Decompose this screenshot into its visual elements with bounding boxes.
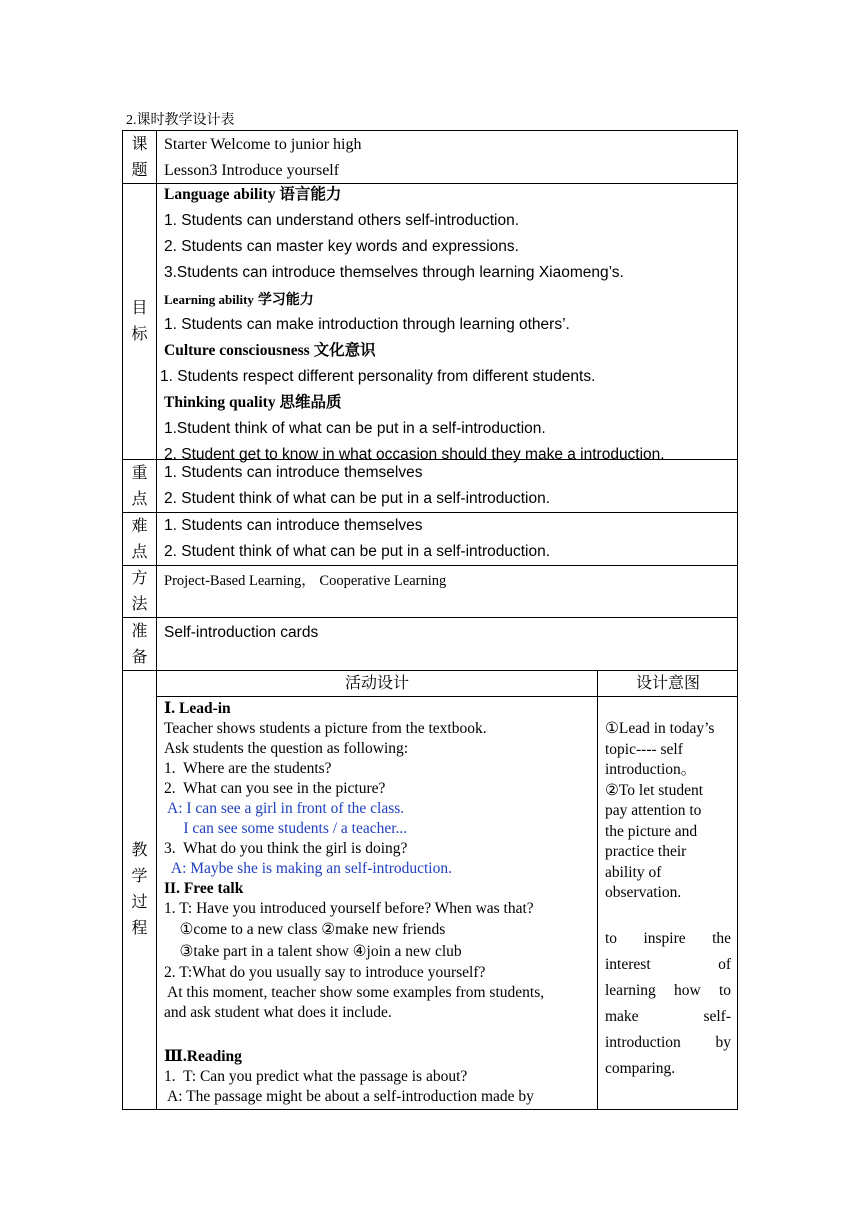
intent-line: the picture and bbox=[605, 822, 698, 840]
objective-item: 2. Student get to know in what occasion should they make a introduction. bbox=[164, 446, 665, 463]
intent-justified-line bbox=[605, 926, 731, 952]
label-char: 方 bbox=[131, 570, 148, 587]
intent-line: introduction。 bbox=[605, 761, 697, 778]
activity-line: Teacher shows students a picture from the textbook. bbox=[164, 720, 487, 737]
label-char: 点 bbox=[131, 544, 148, 561]
word: make bbox=[605, 1008, 639, 1025]
intent-line: topic---- self bbox=[605, 740, 683, 758]
activity-line: 2. What can you see in the picture? bbox=[164, 780, 386, 797]
word: of bbox=[718, 956, 731, 973]
activity-line: 3. What do you think the girl is doing? bbox=[164, 840, 408, 857]
word: introduction bbox=[605, 1034, 681, 1051]
activity-design bbox=[164, 699, 592, 1107]
difficulties-content bbox=[164, 513, 734, 565]
label-char: 课 bbox=[131, 136, 148, 153]
intent-justified-line bbox=[605, 1004, 731, 1030]
label-char: 学 bbox=[131, 868, 148, 885]
activity-line: ①come to a new class ②make new friends bbox=[164, 921, 446, 938]
objective-item: 1. Students can understand others self-introduction. bbox=[164, 212, 519, 229]
label-char: 点 bbox=[131, 491, 148, 508]
answer-line: A: I can see a girl in front of the class. bbox=[164, 800, 405, 817]
methods-content bbox=[164, 568, 734, 594]
intent-line: practice their bbox=[605, 843, 687, 860]
activity-line: and ask student what does it include. bbox=[164, 1004, 392, 1021]
key-points-content bbox=[164, 460, 734, 512]
label-char: 题 bbox=[131, 162, 148, 179]
process-column-divider bbox=[597, 670, 598, 1110]
heading-en: Culture consciousness bbox=[164, 342, 310, 359]
row-divider bbox=[122, 565, 738, 566]
label-char: 难 bbox=[131, 518, 148, 535]
row-label-process bbox=[122, 838, 157, 942]
label-char: 备 bbox=[131, 649, 148, 666]
design-intent bbox=[605, 719, 731, 904]
heading-en: Learning ability bbox=[164, 292, 254, 307]
word: how bbox=[674, 982, 701, 999]
section-heading: Ⅲ.Reading bbox=[164, 1048, 242, 1065]
label-char: 准 bbox=[131, 623, 148, 640]
intent-line: ②To let student bbox=[605, 781, 704, 799]
objective-item: 2. Students can master key words and expressions. bbox=[164, 238, 519, 255]
intent-justified-line bbox=[605, 1030, 731, 1056]
design-intent-justified bbox=[605, 926, 731, 1082]
row-divider bbox=[122, 617, 738, 618]
topic-content bbox=[164, 132, 734, 184]
difficulty-item: 1. Students can introduce themselves bbox=[164, 517, 423, 534]
methods-text: Project-Based Learning， Cooperative Learning bbox=[164, 573, 447, 589]
activity-line: At this moment, teacher show some examples from students, bbox=[164, 984, 545, 1001]
word: inspire bbox=[643, 930, 686, 947]
activity-line: 2. T:What do you usually say to introduce yourself? bbox=[164, 964, 486, 981]
activity-line: 1. T: Have you introduced yourself before? When was that? bbox=[164, 900, 534, 917]
column-header-intent: 设计意图 bbox=[635, 675, 700, 692]
activity-line: Ask students the question as following: bbox=[164, 740, 409, 757]
intent-line: ①Lead in today’s bbox=[605, 720, 715, 737]
row-divider bbox=[122, 670, 738, 671]
answer-line: I can see some students / a teacher... bbox=[164, 820, 408, 837]
column-header-activity: 活动设计 bbox=[344, 675, 409, 692]
answer-line: A: Maybe she is making an self-introduction. bbox=[164, 860, 452, 877]
objective-item: 1. Students respect different personality from different students. bbox=[160, 368, 596, 385]
preparation-text: Self-introduction cards bbox=[164, 624, 319, 641]
intent-justified-line bbox=[605, 1056, 731, 1082]
row-label-topic bbox=[122, 132, 157, 184]
label-char: 法 bbox=[131, 596, 148, 613]
label-char: 标 bbox=[131, 326, 148, 343]
heading-en: Language ability bbox=[164, 186, 276, 203]
activity-line: ③take part in a talent show ④join a new club bbox=[164, 943, 462, 960]
section-heading: II. Free talk bbox=[164, 880, 244, 897]
preparation-content bbox=[164, 620, 734, 646]
label-char: 过 bbox=[131, 894, 148, 911]
word: to bbox=[718, 982, 731, 999]
objective-item: 1.Student think of what can be put in a self-introduction. bbox=[164, 420, 546, 437]
process-header-divider bbox=[156, 696, 738, 697]
heading-en: Thinking quality bbox=[164, 394, 276, 411]
heading-cn: 语言能力 bbox=[279, 186, 342, 203]
word: self- bbox=[703, 1008, 731, 1025]
row-label-methods bbox=[122, 566, 157, 618]
objective-heading bbox=[164, 338, 734, 364]
label-char: 目 bbox=[131, 300, 148, 317]
key-point-item: 1. Students can introduce themselves bbox=[164, 464, 423, 481]
intent-line: pay attention to bbox=[605, 802, 702, 819]
topic-line: Lesson3 Introduce yourself bbox=[164, 162, 340, 179]
label-char: 教 bbox=[131, 842, 148, 859]
section-heading: Ⅰ. Lead-in bbox=[164, 700, 231, 717]
topic-line: Starter Welcome to junior high bbox=[164, 136, 362, 153]
word: the bbox=[712, 930, 731, 947]
row-label-difficulties bbox=[122, 514, 157, 566]
objective-item: 1. Students can make introduction through learning others’. bbox=[164, 316, 570, 333]
objectives-content bbox=[160, 182, 734, 468]
word: to bbox=[605, 930, 618, 947]
intent-line: ability of bbox=[605, 863, 662, 881]
activity-line: 1. T: Can you predict what the passage is about? bbox=[164, 1068, 468, 1085]
word: interest bbox=[605, 956, 651, 973]
row-label-objectives bbox=[122, 296, 157, 348]
heading-cn: 学习能力 bbox=[257, 291, 314, 307]
row-label-preparation bbox=[122, 619, 157, 671]
objective-item: 3.Students can introduce themselves through learning Xiaomeng’s. bbox=[164, 264, 624, 281]
blank-line bbox=[164, 1023, 592, 1047]
word: comparing. bbox=[605, 1060, 676, 1077]
objective-heading bbox=[164, 286, 734, 312]
objective-heading bbox=[164, 390, 734, 416]
label-char: 重 bbox=[131, 465, 148, 482]
intent-justified-line bbox=[605, 952, 731, 978]
key-point-item: 2. Student think of what can be put in a self-introduction. bbox=[164, 490, 551, 507]
difficulty-item: 2. Student think of what can be put in a self-introduction. bbox=[164, 543, 551, 560]
heading-cn: 思维品质 bbox=[279, 394, 342, 411]
objective-heading bbox=[164, 182, 734, 208]
intent-line: observation. bbox=[605, 884, 682, 901]
heading-cn: 文化意识 bbox=[313, 342, 376, 359]
word: learning bbox=[605, 982, 656, 999]
activity-line: 1. Where are the students? bbox=[164, 760, 332, 777]
row-label-key-points bbox=[122, 461, 157, 513]
activity-line: A: The passage might be about a self-introduction made by bbox=[164, 1088, 534, 1105]
label-char: 程 bbox=[131, 920, 148, 937]
table-caption: 2.课时教学设计表 bbox=[126, 113, 235, 128]
word: by bbox=[715, 1034, 731, 1051]
intent-justified-line bbox=[605, 978, 731, 1004]
